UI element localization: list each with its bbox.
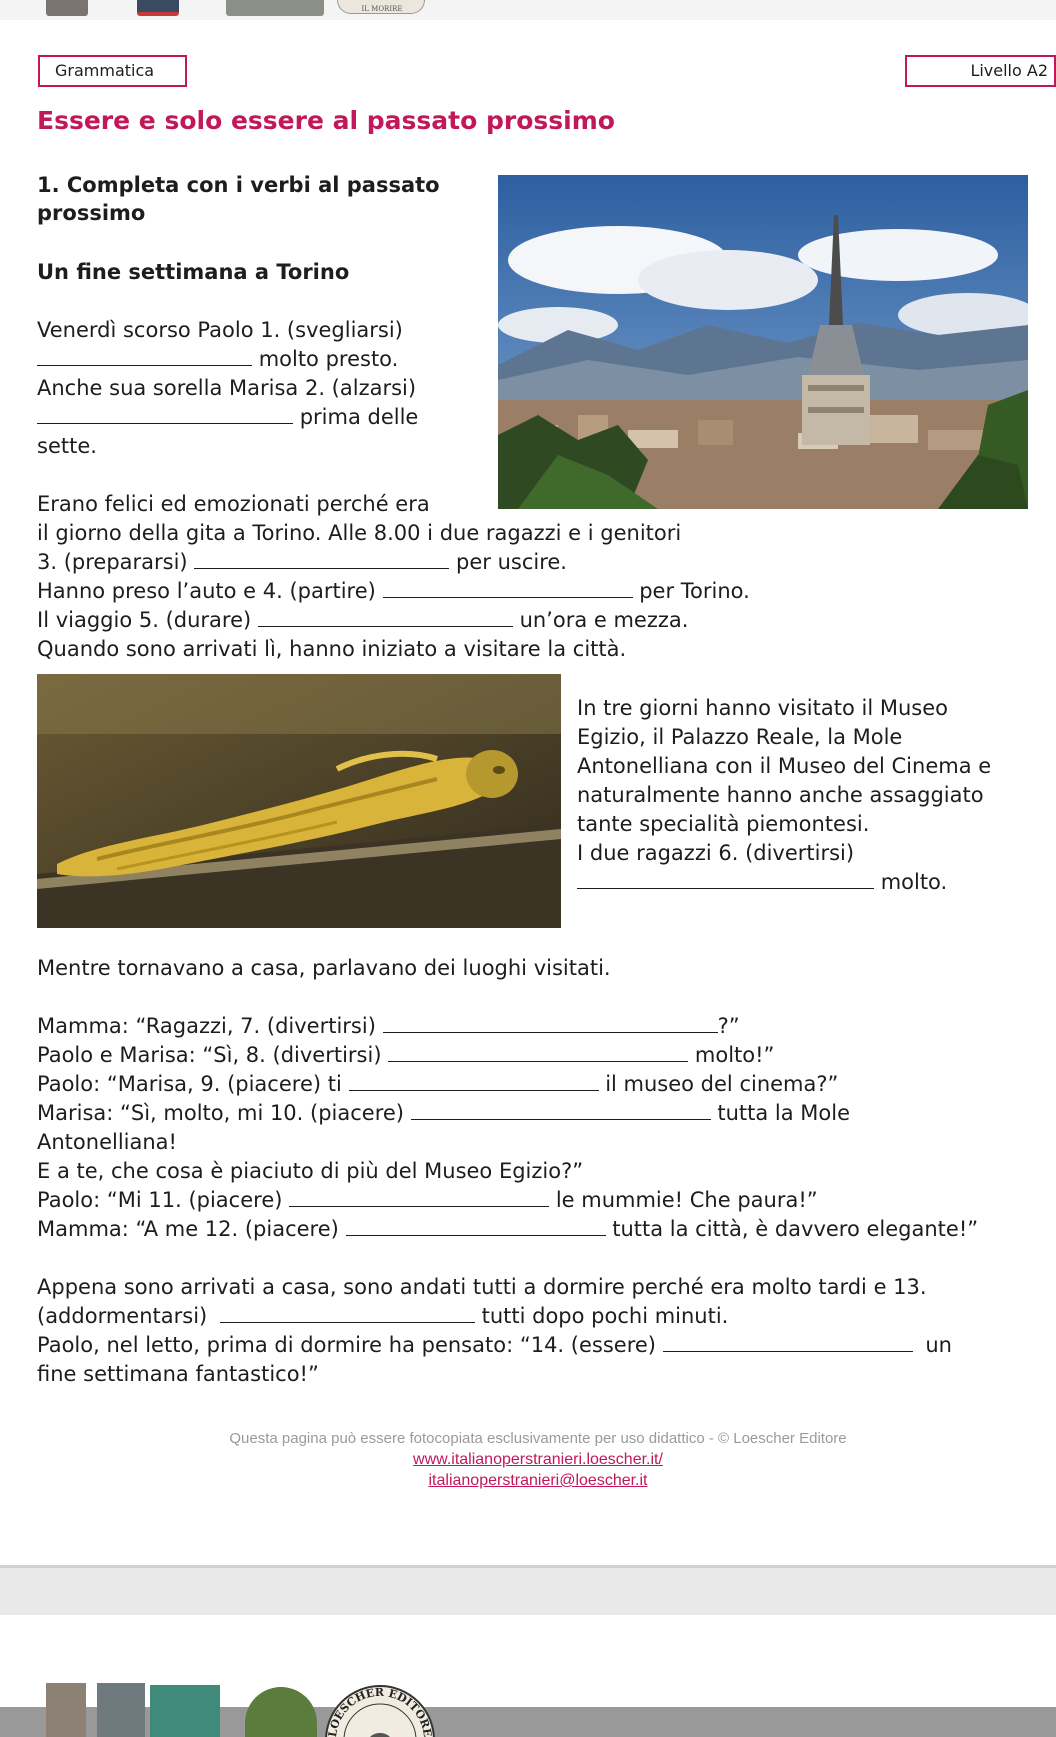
- thumbnail-image[interactable]: [226, 0, 324, 16]
- text-segment: 3. (prepararsi): [37, 550, 188, 574]
- answer-blank-7[interactable]: [383, 1015, 718, 1033]
- thumbnail-image[interactable]: [46, 1683, 86, 1737]
- text-segment: le mummie! Che paura!”: [555, 1188, 818, 1212]
- text-line: fine settimana fantastico!”: [37, 1362, 319, 1386]
- answer-blank-13[interactable]: [220, 1305, 475, 1323]
- text-line: Quando sono arrivati lì, hanno iniziato a visitare la città.: [37, 637, 627, 661]
- thumbnail-image[interactable]: [137, 0, 179, 16]
- text-segment: tutti dopo pochi minuti.: [481, 1304, 729, 1328]
- text-segment: (addormentarsi): [37, 1304, 208, 1328]
- thumbnail-image[interactable]: [97, 1683, 145, 1737]
- text-line: [37, 607, 688, 633]
- mummy-photo: [37, 674, 561, 928]
- text-line: [577, 869, 947, 895]
- text-line: Antonelliana con il Museo del Cinema e: [577, 754, 992, 778]
- text-segment: Mamma: “Ragazzi, 7. (divertirsi): [37, 1014, 376, 1038]
- logo-text: IL MORIRE: [361, 5, 403, 13]
- answer-blank-4[interactable]: [383, 580, 633, 598]
- text-segment: il museo del cinema?”: [605, 1072, 839, 1096]
- top-thumbnail-strip: [0, 0, 1056, 20]
- answer-blank-11[interactable]: [289, 1189, 549, 1207]
- text-line: Mentre tornavano a casa, parlavano dei luoghi visitati.: [37, 956, 611, 980]
- text-line: [37, 346, 398, 372]
- turin-illustration: [498, 175, 1028, 509]
- text-line: In tre giorni hanno visitato il Museo: [577, 696, 948, 720]
- answer-blank-1[interactable]: [37, 348, 252, 366]
- text-segment: Paolo: “Marisa, 9. (piacere) ti: [37, 1072, 342, 1096]
- text-segment: molto.: [880, 870, 948, 894]
- answer-blank-12[interactable]: [346, 1218, 606, 1236]
- website-link[interactable]: www.italianoperstranieri.loescher.it/: [413, 1451, 663, 1468]
- level-tag: Livello A2: [905, 55, 1056, 87]
- answer-blank-10[interactable]: [411, 1102, 711, 1120]
- answer-blank-8[interactable]: [388, 1044, 688, 1062]
- logo-text: LOESCHER EDITORE: [326, 1685, 434, 1737]
- text-segment: un’ora e mezza.: [519, 608, 689, 632]
- dialogue-line: E a te, che cosa è piaciuto di più del Museo Egizio?”: [37, 1159, 584, 1183]
- text-segment: Il viaggio 5. (durare): [37, 608, 252, 632]
- answer-blank-6[interactable]: [577, 871, 874, 889]
- thumbnail-image[interactable]: [245, 1687, 317, 1737]
- page-title: Essere e solo essere al passato prossimo: [37, 106, 615, 135]
- text-line: tante specialità piemontesi.: [577, 812, 870, 836]
- answer-blank-14[interactable]: [663, 1334, 913, 1352]
- turin-photo: [498, 175, 1028, 509]
- text-segment: ?”: [717, 1014, 740, 1038]
- thumbnail-logo[interactable]: [337, 0, 425, 14]
- exercise-instruction: 1. Completa con i verbi al passato: [37, 173, 440, 197]
- text-line: Anche sua sorella Marisa 2. (alzarsi): [37, 376, 417, 400]
- text-line: I due ragazzi 6. (divertirsi): [577, 841, 855, 865]
- text-segment: Hanno preso l’auto e 4. (partire): [37, 579, 376, 603]
- text-segment: molto!”: [694, 1043, 775, 1067]
- email-link[interactable]: italianoperstranieri@loescher.it: [428, 1472, 648, 1489]
- text-segment: per Torino.: [639, 579, 750, 603]
- text-line: [37, 1303, 728, 1329]
- text-segment: Paolo e Marisa: “Sì, 8. (divertirsi): [37, 1043, 382, 1067]
- text-segment: un: [925, 1333, 952, 1357]
- text-line: [37, 578, 750, 604]
- text-segment: Paolo: “Mi 11. (piacere): [37, 1188, 283, 1212]
- text-line: [37, 1332, 952, 1358]
- dialogue-line: [37, 1187, 818, 1213]
- page-divider: [0, 1565, 1056, 1615]
- text-line: Appena sono arrivati a casa, sono andati tutti a dormire perché era molto tardi e 13.: [37, 1275, 927, 1299]
- text-segment: Mamma: “A me 12. (piacere): [37, 1217, 339, 1241]
- text-segment: Paolo, nel letto, prima di dormire ha pensato: “14. (essere): [37, 1333, 656, 1357]
- text-segment: Marisa: “Sì, molto, mi 10. (piacere): [37, 1101, 404, 1125]
- answer-blank-3[interactable]: [194, 551, 449, 569]
- text-line: [37, 549, 567, 575]
- text-line: naturalmente hanno anche assaggiato: [577, 783, 984, 807]
- text-line: Egizio, il Palazzo Reale, la Mole: [577, 725, 903, 749]
- text-segment: tutta la Mole: [717, 1101, 851, 1125]
- publisher-seal-icon: [320, 1680, 440, 1737]
- dialogue-line: [37, 1042, 774, 1068]
- mummy-illustration: [37, 674, 561, 928]
- text-line: sette.: [37, 434, 97, 458]
- thumbnail-image[interactable]: [46, 0, 88, 16]
- story-title: Un fine settimana a Torino: [37, 260, 350, 284]
- logo-arc: [338, 1, 426, 15]
- answer-blank-5[interactable]: [258, 609, 513, 627]
- text-segment: per uscire.: [456, 550, 567, 574]
- thumbnail-image[interactable]: [150, 1685, 220, 1737]
- answer-blank-2[interactable]: [37, 406, 293, 424]
- dialogue-line: [37, 1071, 838, 1097]
- text-segment: tutta la città, è davvero elegante!”: [612, 1217, 979, 1241]
- text-line: [37, 404, 418, 430]
- category-tag: Grammatica: [38, 55, 187, 87]
- dialogue-line: [37, 1100, 850, 1126]
- answer-blank-9[interactable]: [349, 1073, 599, 1091]
- publisher-logo[interactable]: [320, 1680, 440, 1737]
- copyright-note: Questa pagina può essere fotocopiata esclusivamente per uso didattico - © Loescher Editore: [229, 1430, 847, 1447]
- exercise-instruction: prossimo: [37, 201, 146, 225]
- text-segment: molto presto.: [258, 347, 399, 371]
- text-line: Venerdì scorso Paolo 1. (svegliarsi): [37, 318, 403, 342]
- dialogue-line: [37, 1216, 978, 1242]
- dialogue-line: [37, 1013, 740, 1039]
- text-line: il giorno della gita a Torino. Alle 8.00 i due ragazzi e i genitori: [37, 521, 682, 545]
- text-segment: prima delle: [299, 405, 419, 429]
- text-line: Erano felici ed emozionati perché era: [37, 492, 430, 516]
- dialogue-line: Antonelliana!: [37, 1130, 177, 1154]
